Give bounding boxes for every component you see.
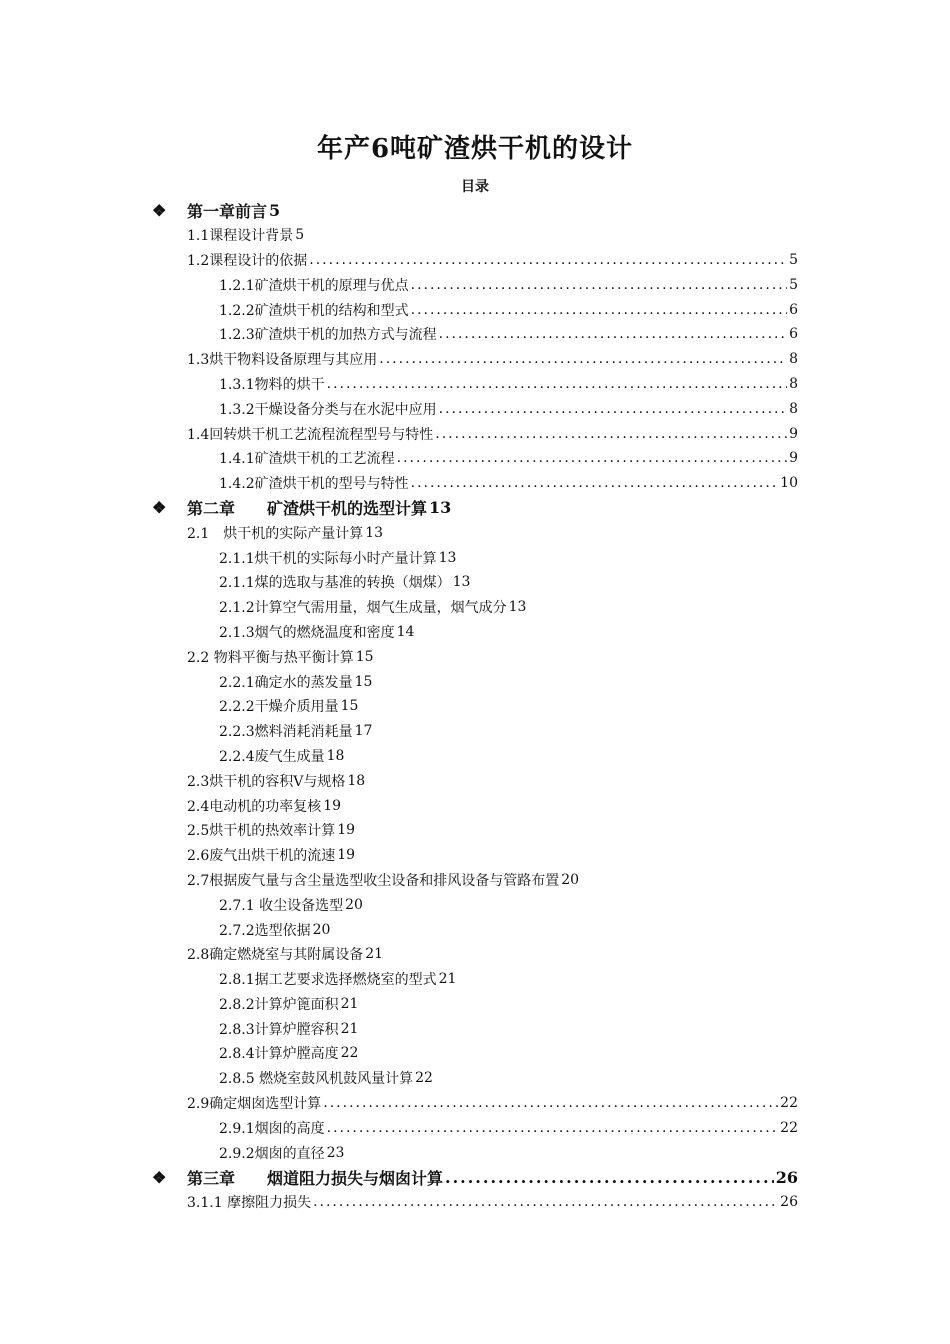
toc-entry-page-number: 15: [354, 673, 373, 690]
toc-entry[interactable]: [0, 446, 950, 471]
toc-entry[interactable]: [0, 248, 950, 273]
toc-entry[interactable]: [0, 1016, 950, 1041]
toc-entry-title: 1.3烘干物料设备原理与其应用: [187, 352, 378, 369]
toc-entry-title: 1.2课程设计的依据: [187, 252, 308, 269]
toc-entry-page-number: 15: [340, 698, 359, 715]
toc-entry-page-number: 5: [269, 200, 281, 220]
toc-entry-title: 2.7.2选型依据: [219, 922, 311, 939]
toc-entry[interactable]: [0, 322, 950, 347]
toc-entry[interactable]: [0, 421, 950, 446]
toc-entry-title: 1.2.2矿渣烘干机的结构和型式: [219, 302, 409, 319]
toc-entry-title: 2.6废气出烘干机的流速: [187, 848, 336, 865]
toc-entry-title: 1.2.3矿渣烘干机的加热方式与流程: [219, 327, 437, 344]
toc-entry[interactable]: [0, 496, 950, 521]
toc-leader-dots: [327, 376, 787, 392]
toc-leader-dots: [323, 1095, 778, 1111]
toc-entry[interactable]: [0, 1140, 950, 1165]
toc-entry-page-number: 9: [789, 425, 798, 442]
toc-entry-title: 1.4.2矿渣烘干机的型号与特性: [219, 476, 409, 493]
table-of-contents: [0, 198, 950, 1215]
toc-entry-title: 2.8.1据工艺要求选择燃烧室的型式: [219, 972, 437, 989]
toc-entry-page-number: 13: [508, 599, 527, 616]
toc-entry-title: 2.7.1 收尘设备选型: [219, 897, 344, 914]
toc-entry-title: 2.9确定烟囱选型计算: [187, 1096, 322, 1113]
toc-entry-page-number: 8: [789, 351, 798, 368]
toc-entry-page-number: 5: [789, 276, 798, 293]
toc-entry-title: 2.8.4计算炉膛高度: [219, 1046, 339, 1063]
toc-entry[interactable]: [0, 595, 950, 620]
toc-entry[interactable]: [0, 744, 950, 769]
toc-entry-page-number: 26: [775, 1167, 798, 1187]
toc-entry[interactable]: [0, 520, 950, 545]
toc-entry[interactable]: [0, 917, 950, 942]
toc-entry-page-number: 19: [337, 847, 356, 864]
toc-entry-page-number: 8: [789, 400, 798, 417]
toc-entry-title: 1.4.1矿渣烘干机的工艺流程: [219, 451, 395, 468]
toc-entry-title: 2.1.1烘干机的实际每小时产量计算: [219, 550, 437, 567]
toc-entry[interactable]: [0, 1190, 950, 1215]
toc-entry-title: 2.8.2计算炉篦面积: [219, 996, 339, 1013]
toc-leader-dots: [379, 351, 787, 367]
toc-entry-page-number: 13: [429, 498, 452, 518]
toc-entry-title: 2.2.2干燥介质用量: [219, 699, 339, 716]
toc-leader-dots: [397, 450, 787, 466]
toc-leader-dots: [309, 252, 787, 268]
toc-entry-page-number: 17: [354, 723, 373, 740]
toc-entry-page-number: 6: [789, 301, 798, 318]
toc-entry-title: 2.7根据废气量与含尘量选型收尘设备和排风设备与管路布置: [187, 872, 560, 889]
toc-entry-title: 2.8.3计算炉膛容积: [219, 1021, 339, 1038]
toc-entry[interactable]: [0, 644, 950, 669]
toc-entry[interactable]: [0, 868, 950, 893]
toc-leader-dots: [411, 277, 787, 293]
toc-entry-page-number: 5: [295, 227, 305, 244]
toc-entry-page-number: 19: [323, 797, 342, 814]
toc-entry[interactable]: [0, 347, 950, 372]
toc-entry-page-number: 21: [438, 971, 457, 988]
toc-leader-dots: [411, 475, 779, 491]
toc-leader-dots: [439, 326, 787, 342]
toc-entry-page-number: 15: [355, 648, 374, 665]
toc-entry-title: 2.1.2计算空气需用量，烟气生成量，烟气成分: [219, 600, 507, 617]
toc-entry[interactable]: [0, 1115, 950, 1140]
toc-leader-dots: [439, 401, 787, 417]
toc-entry-title: 1.1课程设计背景: [187, 228, 294, 245]
diamond-bullet-icon: ❖: [152, 1167, 167, 1187]
toc-entry[interactable]: [0, 942, 950, 967]
toc-entry[interactable]: [0, 967, 950, 992]
toc-entry-title: 2.5烘干机的热效率计算: [187, 823, 336, 840]
toc-entry-title: 1.4回转烘干机工艺流程流程型号与特性: [187, 426, 434, 443]
toc-entry-page-number: 21: [365, 946, 384, 963]
toc-entry-title: 2.4电动机的功率复核: [187, 798, 322, 815]
toc-entry-page-number: 10: [780, 475, 798, 492]
toc-entry-page-number: 22: [415, 1070, 433, 1087]
toc-leader-dots: [445, 1168, 774, 1187]
toc-entry[interactable]: [0, 892, 950, 917]
toc-entry-page-number: 13: [452, 574, 471, 591]
toc-entry[interactable]: [0, 1066, 950, 1091]
toc-entry-title: 第一章前言: [187, 201, 268, 221]
toc-entry-page-number: 26: [780, 1194, 798, 1211]
toc-entry-title: 2.2.3燃料消耗消耗量: [219, 724, 353, 741]
toc-entry-title: 2.1 烘干机的实际产量计算: [187, 525, 364, 542]
toc-entry[interactable]: [0, 719, 950, 744]
toc-entry[interactable]: [0, 1165, 950, 1190]
toc-entry-page-number: 23: [326, 1144, 345, 1161]
toc-entry-page-number: 18: [326, 747, 345, 764]
document-title: 年产6吨矿渣烘干机的设计: [316, 134, 634, 164]
toc-entry-page-number: 19: [337, 822, 356, 839]
toc-entry-title: 2.1.3烟气的燃烧温度和密度: [219, 624, 395, 641]
toc-entry[interactable]: [0, 992, 950, 1017]
toc-entry[interactable]: [0, 570, 950, 595]
toc-entry[interactable]: [0, 396, 950, 421]
toc-entry-title: 2.9.1烟囱的高度: [219, 1120, 325, 1137]
diamond-bullet-icon: ❖: [152, 498, 167, 518]
toc-heading: 目录: [461, 179, 489, 195]
toc-entry-title: 1.2.1矿渣烘干机的原理与优点: [219, 277, 409, 294]
toc-entry-page-number: 13: [365, 524, 384, 541]
toc-entry-page-number: 22: [780, 1095, 798, 1112]
toc-entry-title: 2.8.5 燃烧室鼓风机鼓风量计算: [219, 1071, 414, 1088]
toc-entry[interactable]: [0, 620, 950, 645]
toc-entry[interactable]: [0, 843, 950, 868]
toc-entry-page-number: 13: [438, 549, 457, 566]
toc-entry[interactable]: [0, 1041, 950, 1066]
toc-leader-dots: [327, 1120, 779, 1136]
diamond-bullet-icon: ❖: [152, 200, 167, 220]
toc-entry[interactable]: [0, 545, 950, 570]
toc-entry[interactable]: [0, 272, 950, 297]
toc-entry[interactable]: [0, 1091, 950, 1116]
toc-entry[interactable]: [0, 198, 950, 223]
toc-entry-page-number: 20: [345, 896, 363, 913]
toc-entry-page-number: 22: [780, 1119, 798, 1136]
toc-entry[interactable]: [0, 471, 950, 496]
toc-entry-page-number: 9: [789, 450, 798, 467]
toc-entry-title: 2.8确定燃烧室与其附属设备: [187, 947, 364, 964]
toc-entry-title: 1.3.1物料的烘干: [219, 376, 325, 393]
toc-entry-page-number: 21: [340, 1020, 359, 1037]
toc-entry-page-number: 8: [789, 375, 798, 392]
toc-entry-page-number: 18: [347, 772, 366, 789]
toc-entry-title: 3.1.1 摩擦阻力损失: [187, 1195, 312, 1212]
toc-entry[interactable]: [0, 694, 950, 719]
toc-entry[interactable]: [0, 818, 950, 843]
toc-entry-title: 2.2.1确定水的蒸发量: [219, 674, 353, 691]
toc-entry-title: 第二章 矿渣烘干机的选型计算: [187, 499, 428, 519]
toc-entry-page-number: 20: [561, 871, 580, 888]
toc-entry-title: 2.1.1煤的选取与基准的转换（烟煤）: [219, 575, 451, 592]
toc-entry-title: 2.2.4废气生成量: [219, 748, 325, 765]
toc-leader-dots: [411, 302, 787, 318]
toc-leader-dots: [313, 1194, 778, 1210]
toc-entry[interactable]: [0, 768, 950, 793]
toc-entry[interactable]: [0, 793, 950, 818]
toc-entry-title: 2.9.2烟囱的直径: [219, 1145, 325, 1162]
toc-entry-page-number: 14: [396, 623, 415, 640]
toc-entry-page-number: 5: [789, 251, 798, 268]
toc-entry-title: 2.3烘干机的容积V与规格: [187, 773, 346, 790]
toc-entry[interactable]: [0, 669, 950, 694]
toc-entry-title: 第三章 烟道阻力损失与烟囱计算: [187, 1168, 444, 1188]
toc-entry-title: 2.2 物料平衡与热平衡计算: [187, 649, 354, 666]
toc-entry-page-number: 20: [312, 921, 331, 938]
toc-entry[interactable]: [0, 372, 950, 397]
toc-entry[interactable]: [0, 297, 950, 322]
toc-entry[interactable]: [0, 223, 950, 248]
toc-leader-dots: [435, 426, 787, 442]
toc-entry-page-number: 22: [340, 1045, 359, 1062]
toc-entry-page-number: 6: [789, 326, 798, 343]
toc-entry-title: 1.3.2干燥设备分类与在水泥中应用: [219, 401, 437, 418]
toc-entry-page-number: 21: [340, 995, 359, 1012]
